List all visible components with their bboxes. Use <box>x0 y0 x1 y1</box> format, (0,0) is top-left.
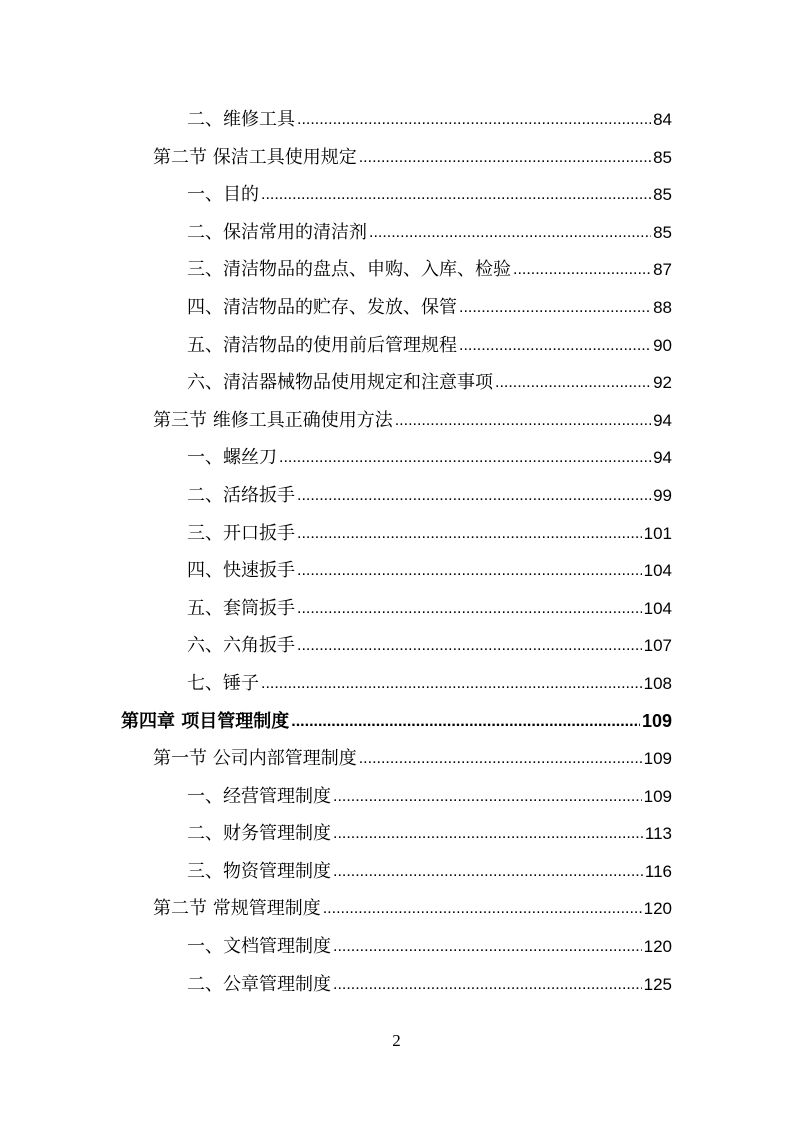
toc-entry-page-number: 125 <box>643 974 672 994</box>
toc-entry-page-number: 90 <box>653 335 672 355</box>
toc-entry-page-number: 92 <box>653 373 672 393</box>
toc-dot-leader <box>297 590 642 628</box>
toc-entry-section[interactable] <box>153 740 672 778</box>
toc-entry-item[interactable] <box>187 590 672 628</box>
toc-entry-item[interactable] <box>187 665 672 703</box>
toc-dot-leader <box>333 928 642 966</box>
toc-dot-leader <box>261 665 642 703</box>
toc-entry-page-number: 116 <box>644 861 672 881</box>
toc-entry-section[interactable] <box>153 890 672 928</box>
toc-dot-leader <box>297 477 651 515</box>
toc-entry-title: 四、清洁物品的贮存、发放、保管 <box>187 296 457 318</box>
toc-dot-leader <box>495 364 651 402</box>
toc-entry-title: 一、文档管理制度 <box>187 936 331 958</box>
toc-entry-title: 三、清洁物品的盘点、申购、入库、检验 <box>187 259 511 281</box>
toc-dot-leader <box>297 101 651 139</box>
toc-entry-title: 二、公章管理制度 <box>187 973 331 995</box>
toc-entry-page-number: 94 <box>653 448 672 468</box>
toc-entry-page-number: 109 <box>643 749 672 769</box>
toc-entry-title: 第一节 公司内部管理制度 <box>153 748 357 770</box>
toc-entry-item[interactable] <box>187 214 672 252</box>
toc-dot-leader <box>323 890 642 928</box>
toc-entry-item[interactable] <box>187 627 672 665</box>
toc-entry-page-number: 85 <box>653 222 672 242</box>
toc-entry-page-number: 109 <box>643 786 672 806</box>
toc-entry-title: 五、清洁物品的使用前后管理规程 <box>187 334 457 356</box>
table-of-contents <box>0 101 793 1003</box>
toc-dot-leader <box>291 703 640 741</box>
toc-entry-page-number: 104 <box>643 561 672 581</box>
toc-dot-leader <box>297 552 642 590</box>
toc-entry-title: 二、活络扳手 <box>187 484 295 506</box>
toc-entry-item[interactable] <box>187 477 672 515</box>
toc-entry-title: 七、锤子 <box>187 672 259 694</box>
toc-entry-title: 六、六角扳手 <box>187 635 295 657</box>
toc-dot-leader <box>513 251 651 289</box>
toc-entry-title: 三、开口扳手 <box>187 522 295 544</box>
toc-dot-leader <box>459 327 651 365</box>
toc-dot-leader <box>333 966 642 1004</box>
toc-entry-page-number: 84 <box>653 110 672 129</box>
toc-dot-leader <box>333 815 643 853</box>
toc-entry-page-number: 94 <box>653 410 672 430</box>
toc-dot-leader <box>261 176 651 214</box>
toc-dot-leader <box>297 515 642 553</box>
toc-entry-title: 第三节 维修工具正确使用方法 <box>153 409 393 431</box>
toc-entry-title: 四、快速扳手 <box>187 560 295 582</box>
toc-entry-item[interactable] <box>187 364 672 402</box>
toc-entry-title: 第二节 常规管理制度 <box>153 898 321 920</box>
toc-dot-leader <box>359 139 651 177</box>
toc-entry-section[interactable] <box>153 139 672 177</box>
toc-entry-item[interactable] <box>187 815 672 853</box>
toc-entry-title: 一、螺丝刀 <box>187 447 277 469</box>
toc-dot-leader <box>359 740 642 778</box>
toc-dot-leader <box>297 627 642 665</box>
toc-entry-item[interactable] <box>187 966 672 1004</box>
toc-entry-title: 第二节 保洁工具使用规定 <box>153 146 357 168</box>
toc-entry-page-number: 85 <box>653 185 672 205</box>
toc-dot-leader <box>279 439 651 477</box>
toc-entry-page-number: 107 <box>643 636 672 656</box>
toc-dot-leader <box>459 289 651 327</box>
toc-entry-item[interactable] <box>187 928 672 966</box>
toc-entry-page-number: 88 <box>653 297 672 317</box>
toc-dot-leader <box>333 778 642 816</box>
toc-entry-title: 二、保洁常用的清洁剂 <box>187 221 367 243</box>
toc-entry-title: 五、套筒扳手 <box>187 597 295 619</box>
toc-entry-item[interactable] <box>187 251 672 289</box>
toc-entry-page-number: 120 <box>643 899 672 919</box>
toc-entry-section[interactable] <box>153 402 672 440</box>
page-number: 2 <box>392 1031 401 1050</box>
toc-entry-page-number: 104 <box>643 598 672 618</box>
toc-entry-title: 第四章 项目管理制度 <box>121 710 290 732</box>
toc-entry-page-number: 113 <box>644 824 672 844</box>
toc-entry-title: 二、维修工具 <box>187 109 295 130</box>
toc-entry-page-number: 109 <box>641 710 672 731</box>
toc-entry-item[interactable] <box>187 515 672 553</box>
toc-entry-item[interactable] <box>187 101 672 139</box>
toc-entry-page-number: 99 <box>653 485 672 505</box>
toc-dot-leader <box>395 402 651 440</box>
toc-entry-page-number: 85 <box>653 147 672 167</box>
toc-entry-chapter[interactable] <box>121 703 672 741</box>
toc-entry-title: 二、财务管理制度 <box>187 823 331 845</box>
toc-entry-item[interactable] <box>187 853 672 891</box>
toc-entry-page-number: 120 <box>643 937 672 957</box>
toc-entry-title: 六、清洁器械物品使用规定和注意事项 <box>187 372 493 394</box>
toc-entry-item[interactable] <box>187 289 672 327</box>
toc-entry-item[interactable] <box>187 176 672 214</box>
toc-entry-item[interactable] <box>187 552 672 590</box>
toc-entry-title: 一、目的 <box>187 184 259 206</box>
toc-entry-page-number: 87 <box>653 260 672 280</box>
toc-entry-title: 三、物资管理制度 <box>187 860 331 882</box>
toc-entry-item[interactable] <box>187 327 672 365</box>
toc-entry-title: 一、经营管理制度 <box>187 785 331 807</box>
toc-entry-page-number: 101 <box>643 523 672 543</box>
toc-dot-leader <box>369 214 651 252</box>
toc-entry-item[interactable] <box>187 778 672 816</box>
toc-entry-item[interactable] <box>187 439 672 477</box>
toc-entry-page-number: 108 <box>643 673 672 693</box>
toc-dot-leader <box>333 853 643 891</box>
